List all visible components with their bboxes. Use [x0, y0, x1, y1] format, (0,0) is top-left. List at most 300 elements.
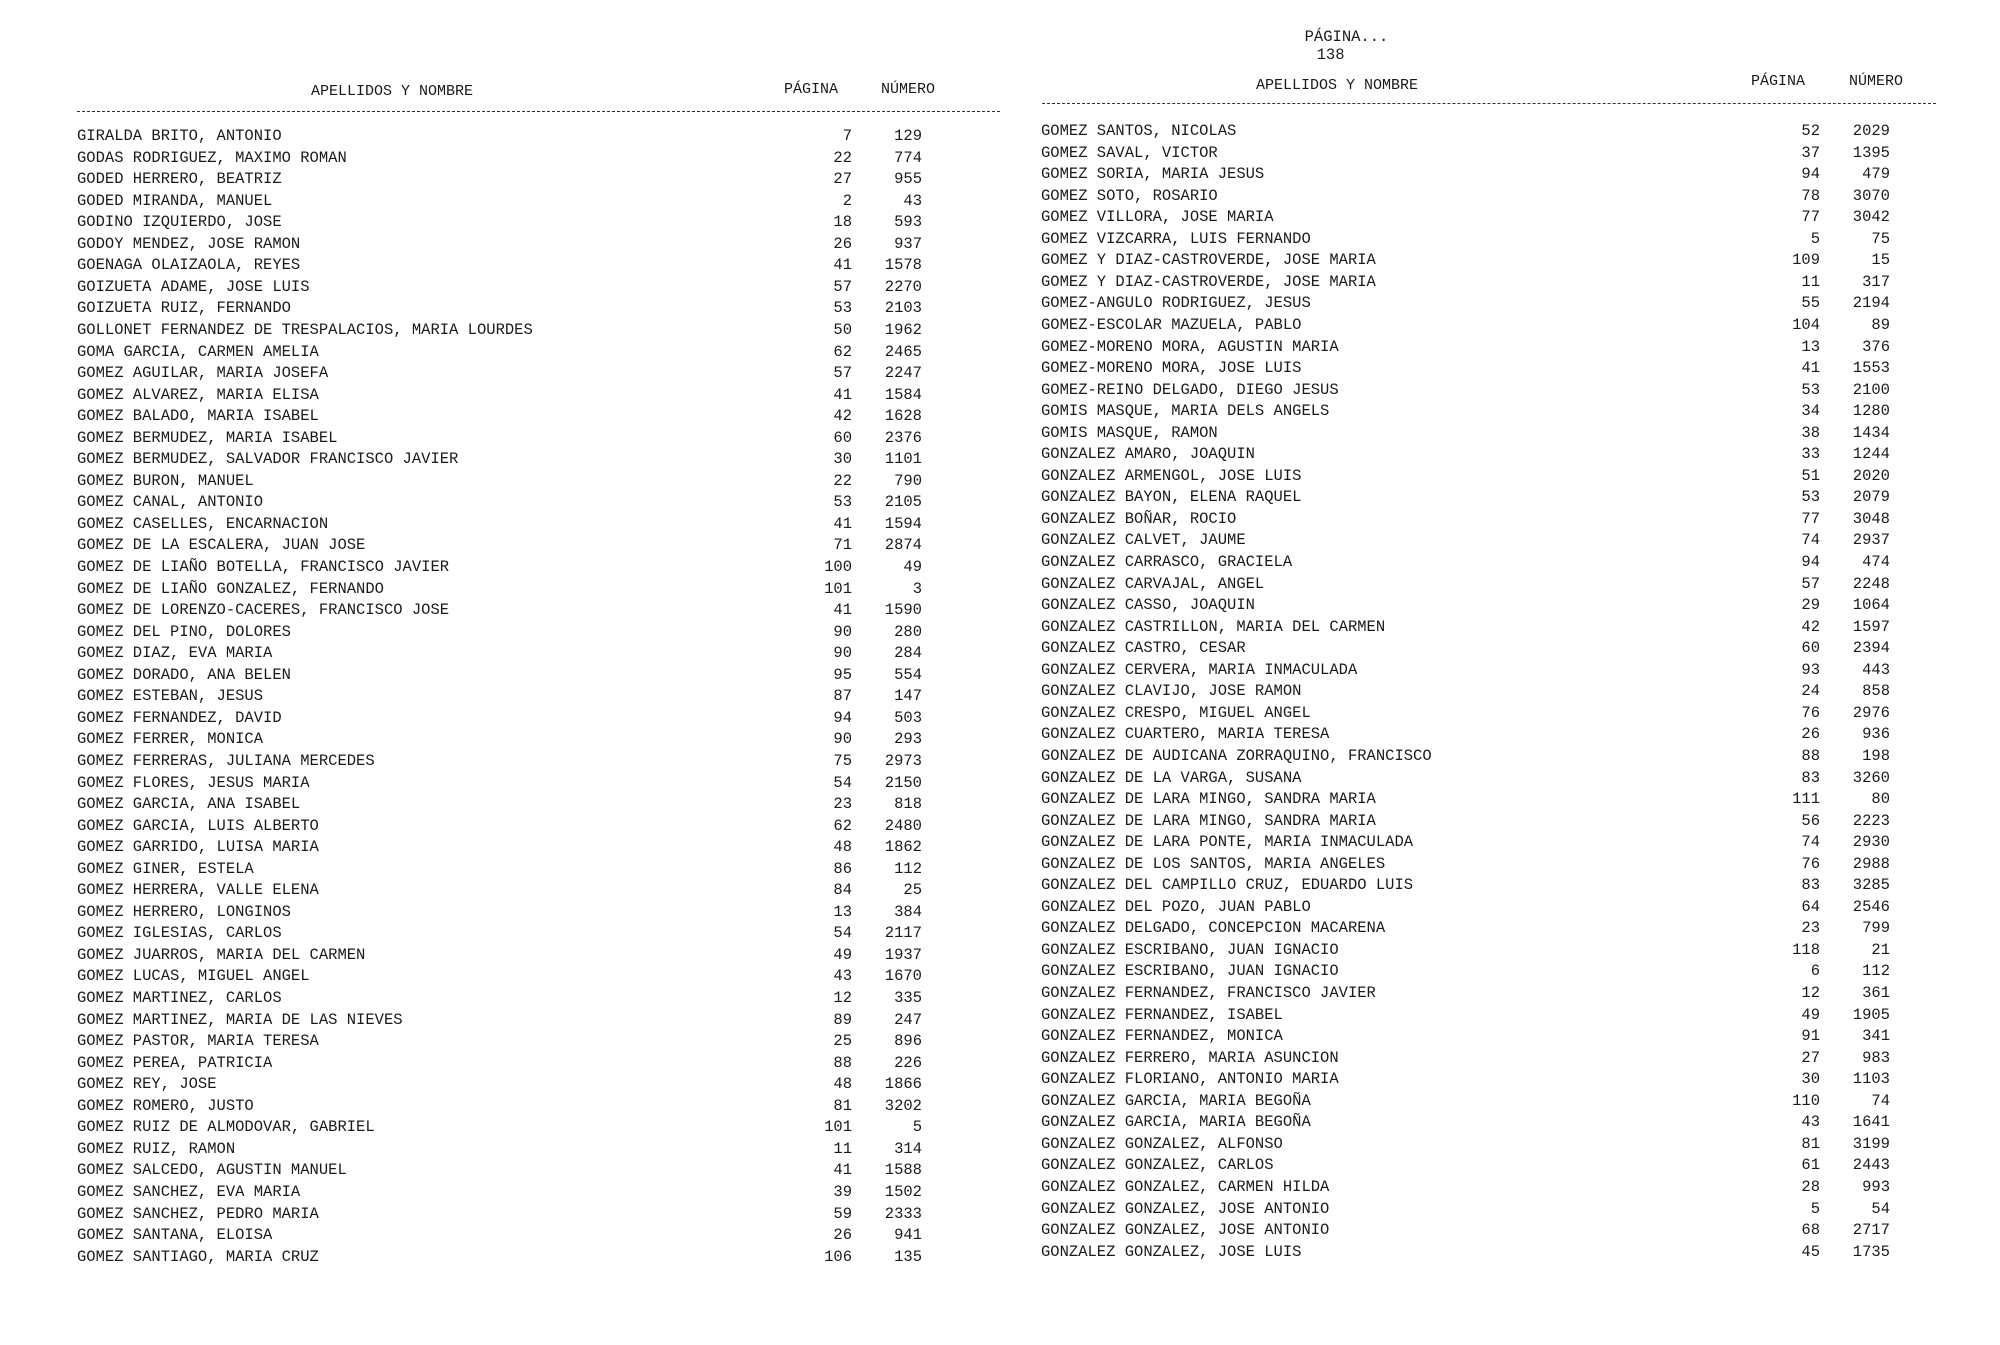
entry-name: GOMIS MASQUE, MARIA DELS ANGELS — [1041, 402, 1330, 421]
entry-number: 983 — [1862, 1048, 1890, 1067]
entry-name: GONZALEZ CARVAJAL, ANGEL — [1041, 574, 1265, 593]
entry-page: 41 — [833, 385, 852, 404]
entry-name: GONZALEZ CASTRO, CESAR — [1041, 639, 1246, 658]
entry-name: GOMEZ SALCEDO, AGUSTIN MANUEL — [77, 1161, 347, 1180]
entry-number: 1588 — [884, 1161, 922, 1180]
entry-name: GOMEZ JUARROS, MARIA DEL CARMEN — [77, 945, 366, 964]
entry-page: 33 — [1801, 445, 1820, 464]
entry-number: 226 — [894, 1053, 922, 1072]
entry-name: GOMEZ SORIA, MARIA JESUS — [1041, 165, 1265, 184]
entry-page: 7 — [842, 127, 852, 145]
entry-number: 376 — [1862, 337, 1890, 356]
entry-name: GONZALEZ CALVET, JAUME — [1041, 531, 1246, 550]
entry-name: GONZALEZ DEL CAMPILLO CRUZ, EDUARDO LUIS — [1041, 876, 1414, 895]
entry-name: GOMEZ-MORENO MORA, JOSE LUIS — [1041, 359, 1302, 378]
entry-number: 2105 — [884, 493, 922, 512]
entry-page: 83 — [1801, 876, 1820, 895]
entry-name: GOMIS MASQUE, RAMON — [1041, 423, 1218, 442]
entry-page: 53 — [833, 493, 852, 512]
entry-name: GOMEZ ROMERO, JUSTO — [77, 1096, 254, 1115]
entry-page: 106 — [824, 1247, 852, 1266]
entry-page: 57 — [833, 364, 852, 383]
entry-number: 112 — [894, 859, 922, 878]
entry-number: 2874 — [884, 536, 922, 555]
entry-number: 3260 — [1852, 768, 1890, 787]
entry-page: 76 — [1801, 854, 1820, 873]
entry-page: 89 — [833, 1010, 852, 1029]
entry-name: GONZALEZ GARCIA, MARIA BEGOÑA — [1041, 1113, 1311, 1132]
entry-number: 341 — [1862, 1027, 1890, 1046]
entry-name: GONZALEZ FLORIANO, ANTONIO MARIA — [1041, 1070, 1339, 1089]
entry-number: 135 — [894, 1247, 922, 1266]
entry-page: 50 — [833, 320, 852, 339]
entry-name: GOMEZ DEL PINO, DOLORES — [77, 622, 291, 641]
entry-number: 941 — [894, 1226, 922, 1245]
entry-name: GOMEZ SANCHEZ, PEDRO MARIA — [77, 1204, 319, 1223]
entry-number: 818 — [894, 795, 922, 814]
entry-name: GOMEZ BERMUDEZ, MARIA ISABEL — [77, 428, 338, 447]
entry-page: 101 — [824, 1118, 852, 1137]
right-header-name: APELLIDOS Y NOMBRE — [1256, 77, 1419, 94]
entry-page: 57 — [833, 277, 852, 296]
entry-page: 59 — [833, 1204, 852, 1223]
entry-name: GOMEZ PASTOR, MARIA TERESA — [77, 1032, 319, 1051]
entry-page: 61 — [1801, 1156, 1820, 1175]
entry-number: 2247 — [884, 364, 922, 383]
entry-number: 5 — [912, 1118, 922, 1137]
entry-name: GOMEZ Y DIAZ-CASTROVERDE, JOSE MARIA — [1041, 251, 1376, 270]
entry-number: 3070 — [1852, 186, 1890, 205]
entry-number: 2103 — [884, 299, 922, 318]
entry-name: GOMEZ RUIZ DE ALMODOVAR, GABRIEL — [77, 1118, 375, 1137]
entry-name: GOIZUETA RUIZ, FERNANDO — [77, 299, 291, 318]
entry-name: GOMEZ Y DIAZ-CASTROVERDE, JOSE MARIA — [1041, 272, 1376, 291]
entry-name: GONZALEZ FERNANDEZ, ISABEL — [1041, 1005, 1283, 1024]
entry-number: 1962 — [884, 320, 922, 339]
entry-name: GOMEZ DE LA ESCALERA, JUAN JOSE — [77, 536, 366, 555]
entry-page: 104 — [1792, 315, 1820, 334]
entry-name: GOMEZ HERRERO, LONGINOS — [77, 902, 291, 921]
entry-page: 77 — [1801, 509, 1820, 528]
entry-number: 2150 — [884, 773, 922, 792]
entry-number: 1905 — [1852, 1005, 1890, 1024]
entry-page: 29 — [1801, 596, 1820, 615]
entry-number: 1641 — [1852, 1113, 1890, 1132]
entry-number: 1862 — [884, 838, 922, 857]
entry-page: 68 — [1801, 1221, 1820, 1240]
entry-number: 1597 — [1852, 617, 1890, 636]
entry-number: 1101 — [884, 450, 922, 469]
entry-page: 54 — [833, 773, 852, 792]
entry-page: 42 — [1801, 617, 1820, 636]
entry-number: 361 — [1862, 984, 1890, 1002]
entry-name: GONZALEZ BOÑAR, ROCIO — [1041, 509, 1237, 528]
entry-page: 53 — [1801, 488, 1820, 507]
entry-page: 55 — [1801, 294, 1820, 313]
entry-name: GOMEZ SAVAL, VICTOR — [1041, 143, 1218, 162]
entry-page: 13 — [1801, 337, 1820, 356]
entry-page: 42 — [833, 407, 852, 426]
entry-number: 774 — [894, 148, 922, 167]
entry-number: 314 — [894, 1139, 922, 1158]
entry-page: 53 — [1801, 380, 1820, 399]
entry-page: 90 — [833, 730, 852, 749]
entry-page: 60 — [833, 428, 852, 447]
entry-page: 39 — [833, 1182, 852, 1201]
entry-name: GOMEZ CASELLES, ENCARNACION — [77, 514, 329, 533]
entry-name: GONZALEZ DE AUDICANA ZORRAQUINO, FRANCISCO — [1041, 746, 1432, 765]
entry-page: 81 — [833, 1096, 852, 1115]
entry-name: GOMEZ REY, JOSE — [77, 1075, 217, 1094]
entry-number: 1735 — [1852, 1242, 1890, 1261]
entry-name: GOMEZ CANAL, ANTONIO — [77, 493, 264, 512]
entry-number: 2117 — [884, 924, 922, 943]
entry-name: GONZALEZ ESCRIBANO, JUAN IGNACIO — [1041, 940, 1339, 959]
entry-page: 49 — [1801, 1005, 1820, 1024]
entry-page: 76 — [1801, 703, 1820, 722]
entry-name: GOMEZ DIAZ, EVA MARIA — [77, 644, 273, 663]
entry-number: 2394 — [1852, 639, 1890, 658]
entry-page: 43 — [833, 967, 852, 986]
entry-number: 293 — [894, 730, 922, 749]
entry-page: 94 — [1801, 553, 1820, 571]
entry-number: 3042 — [1852, 208, 1890, 227]
entry-number: 2937 — [1852, 531, 1890, 550]
entry-name: GOMEZ FERNANDEZ, DAVID — [77, 708, 282, 727]
entry-name: GONZALEZ FERNANDEZ, MONICA — [1041, 1027, 1283, 1046]
entry-number: 593 — [894, 213, 922, 232]
entry-number: 1670 — [884, 967, 922, 986]
entry-number: 1502 — [884, 1182, 922, 1201]
entry-page: 74 — [1801, 833, 1820, 852]
entry-number: 1866 — [884, 1075, 922, 1094]
entry-page: 34 — [1801, 402, 1820, 421]
entry-name: GOMEZ DE LIAÑO BOTELLA, FRANCISCO JAVIER — [77, 558, 450, 576]
entry-number: 280 — [894, 622, 922, 641]
entry-name: GONZALEZ ARMENGOL, JOSE LUIS — [1041, 466, 1302, 485]
entry-page: 43 — [1801, 1113, 1820, 1132]
entry-page: 51 — [1801, 466, 1820, 485]
entry-page: 109 — [1792, 251, 1820, 270]
entry-number: 1434 — [1852, 423, 1890, 442]
entry-page: 30 — [1801, 1070, 1820, 1089]
entry-name: GOMEZ BERMUDEZ, SALVADOR FRANCISCO JAVIER — [77, 450, 459, 469]
entry-number: 25 — [903, 881, 922, 900]
entry-number: 1628 — [884, 407, 922, 426]
entry-name: GODED MIRANDA, MANUEL — [77, 191, 273, 210]
left-header-name: APELLIDOS Y NOMBRE — [311, 83, 474, 100]
entry-page: 93 — [1801, 660, 1820, 679]
entry-number: 2020 — [1852, 466, 1890, 485]
entry-name: GONZALEZ AMARO, JOAQUIN — [1041, 445, 1255, 464]
entry-number: 936 — [1862, 725, 1890, 744]
entry-name: GOMEZ MARTINEZ, MARIA DE LAS NIEVES — [77, 1010, 403, 1029]
entry-name: GOMEZ VILLORA, JOSE MARIA — [1041, 208, 1274, 227]
entry-page: 12 — [833, 989, 852, 1007]
entry-name: GONZALEZ BAYON, ELENA RAQUEL — [1041, 488, 1302, 507]
entry-number: 2194 — [1852, 294, 1890, 313]
entry-name: GONZALEZ DELGADO, CONCEPCION MACARENA — [1041, 919, 1386, 938]
entry-page: 48 — [833, 838, 852, 857]
entry-name: GOMEZ GARCIA, LUIS ALBERTO — [77, 816, 319, 835]
entry-number: 317 — [1862, 272, 1890, 291]
entry-page: 62 — [833, 342, 852, 361]
entry-number: 112 — [1862, 962, 1890, 981]
entry-page: 24 — [1801, 682, 1820, 701]
entry-page: 37 — [1801, 143, 1820, 162]
entry-page: 27 — [1801, 1048, 1820, 1067]
entry-number: 1395 — [1852, 143, 1890, 162]
right-header-number: NÚMERO — [1849, 73, 1904, 90]
entry-number: 198 — [1862, 746, 1890, 765]
entry-number: 2376 — [884, 428, 922, 447]
entry-name: GOMEZ SANCHEZ, EVA MARIA — [77, 1182, 301, 1201]
entry-name: GOMEZ SOTO, ROSARIO — [1041, 186, 1218, 205]
entry-number: 2480 — [884, 816, 922, 835]
entry-page: 90 — [833, 644, 852, 663]
entry-number: 1590 — [884, 601, 922, 620]
entry-page: 91 — [1801, 1027, 1820, 1046]
entry-number: 1280 — [1852, 402, 1890, 421]
entry-page: 53 — [833, 299, 852, 318]
left-divider — [77, 111, 1000, 112]
entry-number: 1244 — [1852, 445, 1890, 464]
entry-name: GOMEZ SANTANA, ELOISA — [77, 1226, 273, 1245]
entry-number: 799 — [1862, 919, 1890, 938]
entry-page: 22 — [833, 148, 852, 167]
entry-name: GOMEZ AGUILAR, MARIA JOSEFA — [77, 364, 329, 383]
right-header-page: PÁGINA — [1751, 73, 1806, 90]
entry-name: GOMEZ-MORENO MORA, AGUSTIN MARIA — [1041, 337, 1339, 356]
entry-page: 77 — [1801, 208, 1820, 227]
entry-name: GONZALEZ DE LOS SANTOS, MARIA ANGELES — [1041, 854, 1386, 873]
entry-number: 2333 — [884, 1204, 922, 1223]
entry-name: GOMEZ DORADO, ANA BELEN — [77, 665, 291, 684]
entry-name: GONZALEZ CLAVIJO, JOSE RAMON — [1041, 682, 1302, 701]
entry-number: 2270 — [884, 277, 922, 296]
entry-page: 54 — [833, 924, 852, 943]
entry-number: 937 — [894, 234, 922, 253]
entry-name: GOMEZ HERRERA, VALLE ELENA — [77, 881, 319, 900]
entry-page: 26 — [833, 234, 852, 253]
entry-page: 118 — [1792, 940, 1820, 959]
entry-page: 88 — [1801, 746, 1820, 765]
entry-number: 2546 — [1852, 897, 1890, 916]
entry-name: GOMEZ FERRERAS, JULIANA MERCEDES — [77, 751, 375, 770]
entry-number: 896 — [894, 1032, 922, 1051]
entry-number: 21 — [1871, 940, 1890, 959]
entry-page: 2 — [842, 191, 852, 210]
entry-name: GOMEZ LUCAS, MIGUEL ANGEL — [77, 967, 310, 986]
entry-page: 84 — [833, 881, 852, 900]
entry-page: 26 — [1801, 725, 1820, 744]
entry-page: 26 — [833, 1226, 852, 1245]
entry-page: 64 — [1801, 897, 1820, 916]
entry-name: GONZALEZ CASTRILLON, MARIA DEL CARMEN — [1041, 617, 1386, 636]
entry-name: GONZALEZ DE LARA PONTE, MARIA INMACULADA — [1041, 833, 1414, 852]
left-header-number: NÚMERO — [881, 81, 936, 98]
entry-page: 23 — [1801, 919, 1820, 938]
entry-page: 12 — [1801, 984, 1820, 1002]
entry-name: GONZALEZ GONZALEZ, CARLOS — [1041, 1156, 1274, 1175]
entry-number: 3048 — [1852, 509, 1890, 528]
entry-page: 5 — [1810, 1199, 1820, 1218]
entry-number: 3 — [912, 579, 922, 598]
entry-name: GOMEZ ALVAREZ, MARIA ELISA — [77, 385, 319, 404]
entry-page: 41 — [833, 256, 852, 275]
entry-name: GODAS RODRIGUEZ, MAXIMO ROMAN — [77, 148, 347, 167]
entry-number: 858 — [1862, 682, 1890, 701]
entry-number: 474 — [1862, 553, 1890, 571]
entry-name: GONZALEZ CASSO, JOAQUIN — [1041, 596, 1255, 615]
entry-name: GOMEZ IGLESIAS, CARLOS — [77, 924, 282, 943]
entry-name: GODED HERRERO, BEATRIZ — [77, 170, 282, 189]
entry-name: GOIZUETA ADAME, JOSE LUIS — [77, 277, 310, 296]
entry-number: 2976 — [1852, 703, 1890, 722]
entry-name: GONZALEZ CUARTERO, MARIA TERESA — [1041, 725, 1330, 744]
entry-name: GOENAGA OLAIZAOLA, REYES — [77, 256, 301, 275]
entry-name: GOMA GARCIA, CARMEN AMELIA — [77, 342, 319, 361]
entry-name: GONZALEZ DE LA VARGA, SUSANA — [1041, 768, 1302, 787]
entry-page: 41 — [833, 601, 852, 620]
entry-page: 90 — [833, 622, 852, 641]
entry-name: GOMEZ-ESCOLAR MAZUELA, PABLO — [1041, 315, 1302, 334]
entry-name: GONZALEZ CRESPO, MIGUEL ANGEL — [1041, 703, 1311, 722]
entry-page: 101 — [824, 579, 852, 598]
entry-name: GOMEZ GARCIA, ANA ISABEL — [77, 795, 301, 814]
entry-number: 790 — [894, 471, 922, 490]
entry-number: 1937 — [884, 945, 922, 964]
entry-page: 6 — [1810, 962, 1820, 981]
entry-page: 38 — [1801, 423, 1820, 442]
entry-page: 74 — [1801, 531, 1820, 550]
entry-number: 3285 — [1852, 876, 1890, 895]
entry-page: 94 — [1801, 165, 1820, 184]
entry-name: GIRALDA BRITO, ANTONIO — [77, 127, 282, 145]
entry-name: GOMEZ FLORES, JESUS MARIA — [77, 773, 310, 792]
entry-name: GOMEZ RUIZ, RAMON — [77, 1139, 236, 1158]
entry-number: 955 — [894, 170, 922, 189]
entry-page: 75 — [833, 751, 852, 770]
entry-page: 56 — [1801, 811, 1820, 830]
entry-page: 27 — [833, 170, 852, 189]
entry-page: 71 — [833, 536, 852, 555]
entry-page: 94 — [833, 708, 852, 727]
entry-number: 2443 — [1852, 1156, 1890, 1175]
entry-name: GONZALEZ GONZALEZ, JOSE LUIS — [1041, 1242, 1302, 1261]
entry-page: 52 — [1801, 122, 1820, 140]
entry-page: 78 — [1801, 186, 1820, 205]
entry-name: GONZALEZ DE LARA MINGO, SANDRA MARIA — [1041, 790, 1376, 809]
entry-page: 41 — [1801, 359, 1820, 378]
entry-page: 11 — [1801, 272, 1820, 291]
entry-name: GONZALEZ DEL POZO, JUAN PABLO — [1041, 897, 1311, 916]
entry-page: 5 — [1810, 229, 1820, 248]
entry-page: 41 — [833, 1161, 852, 1180]
entry-name: GONZALEZ GONZALEZ, CARMEN HILDA — [1041, 1177, 1330, 1196]
entry-page: 13 — [833, 902, 852, 921]
entry-name: GOMEZ PEREA, PATRICIA — [77, 1053, 273, 1072]
entry-number: 554 — [894, 665, 922, 684]
entry-page: 100 — [824, 558, 852, 576]
entry-name: GONZALEZ GONZALEZ, ALFONSO — [1041, 1134, 1283, 1153]
entry-number: 3199 — [1852, 1134, 1890, 1153]
entry-number: 2100 — [1852, 380, 1890, 399]
entry-number: 2079 — [1852, 488, 1890, 507]
entry-name: GODINO IZQUIERDO, JOSE — [77, 213, 282, 232]
entry-page: 60 — [1801, 639, 1820, 658]
entry-page: 25 — [833, 1032, 852, 1051]
entry-name: GOMEZ BALADO, MARIA ISABEL — [77, 407, 319, 426]
entry-number: 443 — [1862, 660, 1890, 679]
entry-page: 28 — [1801, 1177, 1820, 1196]
entry-name: GONZALEZ GARCIA, MARIA BEGOÑA — [1041, 1091, 1311, 1110]
entry-number: 74 — [1871, 1091, 1890, 1110]
entry-number: 1064 — [1852, 596, 1890, 615]
entry-name: GONZALEZ CARRASCO, GRACIELA — [1041, 553, 1293, 571]
entry-name: GOMEZ FERRER, MONICA — [77, 730, 264, 749]
entry-page: 86 — [833, 859, 852, 878]
entry-page: 11 — [833, 1139, 852, 1158]
entry-name: GOMEZ-REINO DELGADO, DIEGO JESUS — [1041, 380, 1339, 399]
entry-number: 1594 — [884, 514, 922, 533]
entry-number: 479 — [1862, 165, 1890, 184]
entry-page: 23 — [833, 795, 852, 814]
entry-name: GONZALEZ GONZALEZ, JOSE ANTONIO — [1041, 1199, 1330, 1218]
entry-number: 1103 — [1852, 1070, 1890, 1089]
entry-name: GOMEZ-ANGULO RODRIGUEZ, JESUS — [1041, 294, 1311, 313]
entry-page: 62 — [833, 816, 852, 835]
entry-number: 2988 — [1852, 854, 1890, 873]
right-divider — [1042, 103, 1936, 104]
page-header — [1286, 10, 1388, 64]
entry-name: GONZALEZ GONZALEZ, JOSE ANTONIO — [1041, 1221, 1330, 1240]
entry-name: GOMEZ DE LIAÑO GONZALEZ, FERNANDO — [77, 579, 384, 598]
entry-name: GOMEZ GINER, ESTELA — [77, 859, 254, 878]
entry-name: GONZALEZ FERRERO, MARIA ASUNCION — [1041, 1048, 1339, 1067]
entry-name: GONZALEZ CERVERA, MARIA INMACULADA — [1041, 660, 1358, 679]
entry-number: 2248 — [1852, 574, 1890, 593]
entry-name: GOLLONET FERNANDEZ DE TRESPALACIOS, MARIA LOURDES — [77, 320, 533, 339]
entry-name: GOMEZ GARRIDO, LUISA MARIA — [77, 838, 319, 857]
entry-number: 3202 — [884, 1096, 922, 1115]
entry-name: GOMEZ SANTIAGO, MARIA CRUZ — [77, 1247, 319, 1266]
entry-number: 993 — [1862, 1177, 1890, 1196]
entry-number: 43 — [903, 191, 922, 210]
entry-number: 284 — [894, 644, 922, 663]
entry-page: 81 — [1801, 1134, 1820, 1153]
entry-number: 49 — [903, 558, 922, 576]
entry-number: 2973 — [884, 751, 922, 770]
entry-page: 48 — [833, 1075, 852, 1094]
entry-page: 22 — [833, 471, 852, 490]
entry-number: 247 — [894, 1010, 922, 1029]
entry-name: GOMEZ SANTOS, NICOLAS — [1041, 122, 1237, 140]
entry-number: 89 — [1871, 315, 1890, 334]
entry-page: 110 — [1792, 1091, 1820, 1110]
entry-number: 1584 — [884, 385, 922, 404]
entry-number: 15 — [1871, 251, 1890, 270]
entry-number: 384 — [894, 902, 922, 921]
entry-number: 54 — [1871, 1199, 1890, 1218]
entry-page: 95 — [833, 665, 852, 684]
entry-name: GONZALEZ ESCRIBANO, JUAN IGNACIO — [1041, 962, 1339, 981]
entry-name: GOMEZ BURON, MANUEL — [77, 471, 254, 490]
entry-page: 88 — [833, 1053, 852, 1072]
entry-name: GOMEZ ESTEBAN, JESUS — [77, 687, 264, 706]
entry-name: GODOY MENDEZ, JOSE RAMON — [77, 234, 301, 253]
page-header-number: 138 — [1316, 46, 1345, 64]
